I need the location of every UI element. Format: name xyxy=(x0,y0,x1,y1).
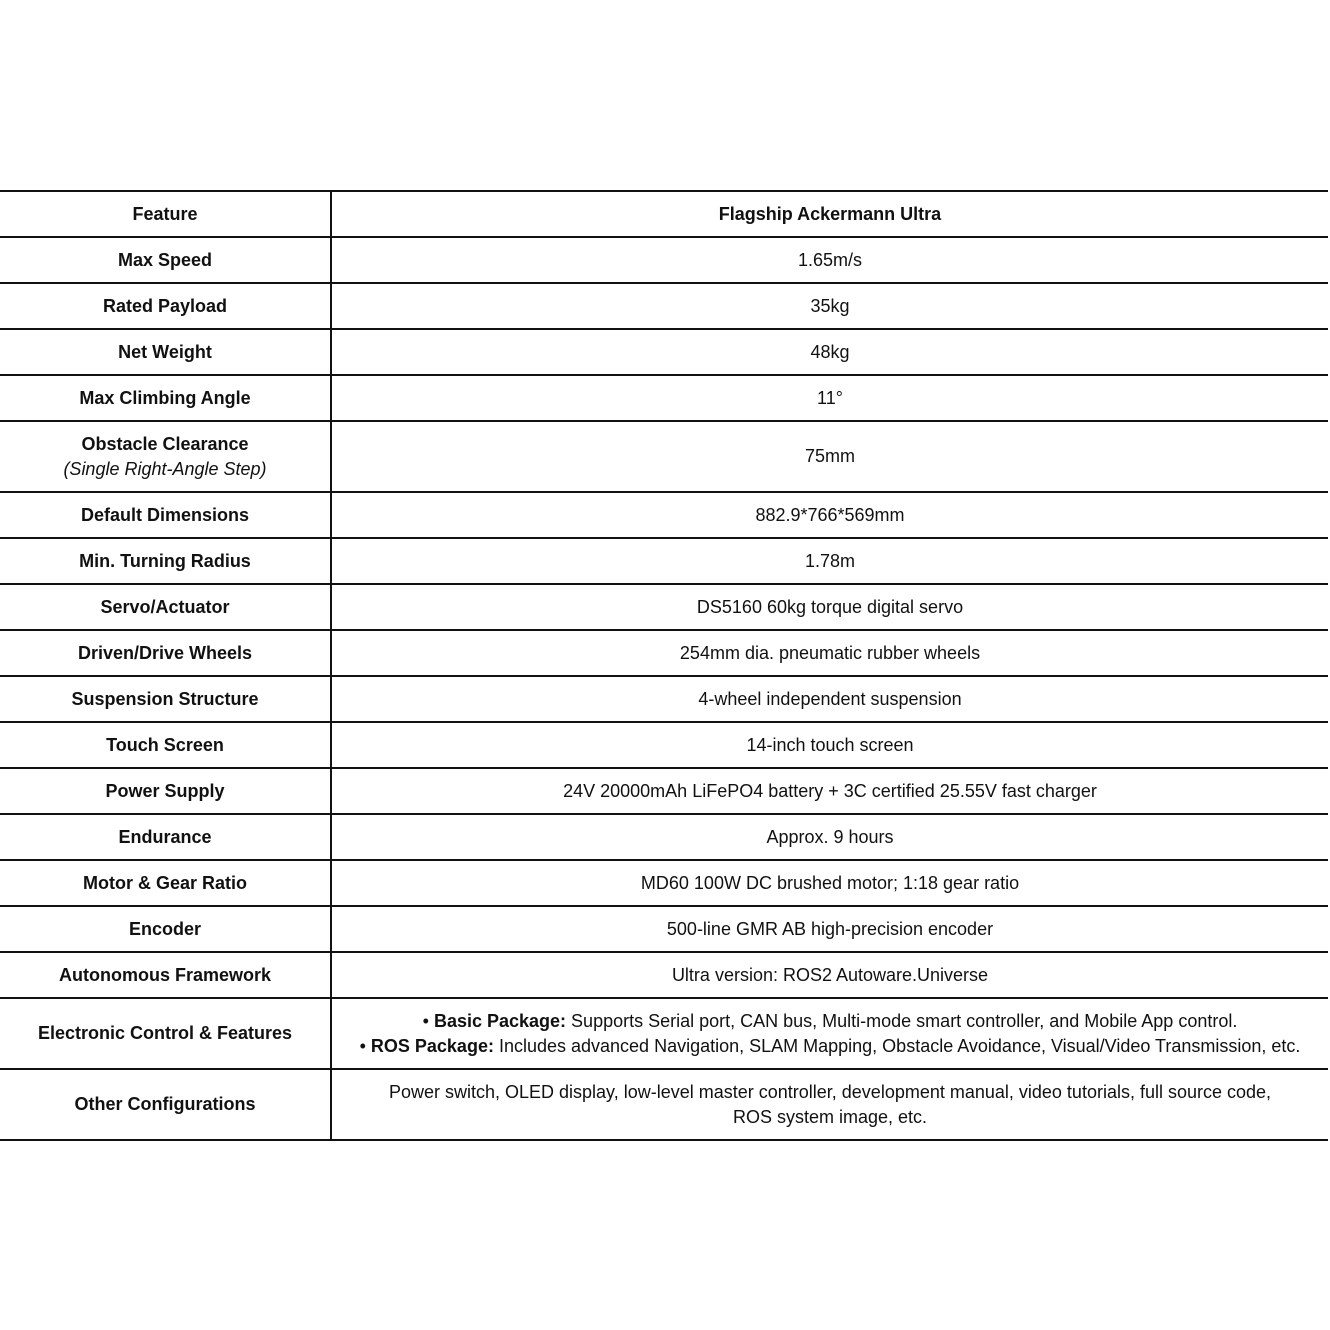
value-cell: 48kg xyxy=(331,329,1328,375)
config-line: ROS system image, etc. xyxy=(732,1106,928,1127)
value-cell: 254mm dia. pneumatic rubber wheels xyxy=(331,630,1328,676)
value-cell: 500-line GMR AB high-precision encoder xyxy=(331,906,1328,952)
feature-cell: Power Supply xyxy=(0,768,331,814)
feature-cell: Endurance xyxy=(0,814,331,860)
table-row xyxy=(0,768,1328,814)
table-row xyxy=(0,237,1328,283)
package-line xyxy=(338,1009,1322,1034)
value-cell: 14-inch touch screen xyxy=(331,722,1328,768)
table-row xyxy=(0,329,1328,375)
header-row xyxy=(0,191,1328,237)
feature-cell: Driven/Drive Wheels xyxy=(0,630,331,676)
table-row xyxy=(0,998,1328,1069)
spec-table xyxy=(0,190,1328,1141)
feature-cell: Electronic Control & Features xyxy=(0,998,331,1069)
table-row xyxy=(0,906,1328,952)
feature-cell: Encoder xyxy=(0,906,331,952)
value-cell: 1.78m xyxy=(331,538,1328,584)
value-cell: Approx. 9 hours xyxy=(331,814,1328,860)
feature-cell: Servo/Actuator xyxy=(0,584,331,630)
table-row xyxy=(0,814,1328,860)
bullet-icon: • xyxy=(422,1010,434,1031)
feature-cell: Min. Turning Radius xyxy=(0,538,331,584)
model-header: Flagship Ackermann Ultra xyxy=(331,191,1328,237)
value-cell xyxy=(331,1069,1328,1140)
table-row xyxy=(0,630,1328,676)
feature-cell: Net Weight xyxy=(0,329,331,375)
table-row xyxy=(0,492,1328,538)
value-cell: Ultra version: ROS2 Autoware.Universe xyxy=(331,952,1328,998)
package-text: Supports Serial port, CAN bus, Multi-mode smart controller, and Mobile App control. xyxy=(566,1010,1238,1031)
config-line: Power switch, OLED display, low-level master controller, development manual, video tutorials, full source code, xyxy=(388,1081,1272,1102)
package-label: Basic Package: xyxy=(433,1010,567,1031)
table-row xyxy=(0,952,1328,998)
package-label: ROS Package: xyxy=(370,1035,494,1056)
value-cell: 75mm xyxy=(331,421,1328,492)
table-row xyxy=(0,584,1328,630)
feature-label: Obstacle Clearance xyxy=(81,433,249,454)
table-row xyxy=(0,421,1328,492)
table-row xyxy=(0,860,1328,906)
value-cell: 4-wheel independent suspension xyxy=(331,676,1328,722)
value-cell: 1.65m/s xyxy=(331,237,1328,283)
value-cell: 11° xyxy=(331,375,1328,421)
package-text: Includes advanced Navigation, SLAM Mapping, Obstacle Avoidance, Visual/Video Transmission, etc. xyxy=(493,1035,1301,1056)
value-cell: 882.9*766*569mm xyxy=(331,492,1328,538)
feature-cell: Suspension Structure xyxy=(0,676,331,722)
feature-header: Feature xyxy=(0,191,331,237)
feature-cell: Max Climbing Angle xyxy=(0,375,331,421)
feature-note: (Single Right-Angle Step) xyxy=(63,458,267,479)
feature-cell: Other Configurations xyxy=(0,1069,331,1140)
table-row xyxy=(0,722,1328,768)
feature-cell xyxy=(0,421,331,492)
package-line xyxy=(338,1034,1322,1059)
value-cell: DS5160 60kg torque digital servo xyxy=(331,584,1328,630)
table-row xyxy=(0,375,1328,421)
table-row xyxy=(0,283,1328,329)
value-cell: MD60 100W DC brushed motor; 1:18 gear ratio xyxy=(331,860,1328,906)
value-cell: 35kg xyxy=(331,283,1328,329)
table-row xyxy=(0,676,1328,722)
feature-cell: Max Speed xyxy=(0,237,331,283)
table-row xyxy=(0,538,1328,584)
feature-cell: Rated Payload xyxy=(0,283,331,329)
table-row xyxy=(0,1069,1328,1140)
feature-cell: Autonomous Framework xyxy=(0,952,331,998)
value-cell: 24V 20000mAh LiFePO4 battery + 3C certified 25.55V fast charger xyxy=(331,768,1328,814)
feature-cell: Touch Screen xyxy=(0,722,331,768)
bullet-icon: • xyxy=(359,1035,371,1056)
feature-cell: Default Dimensions xyxy=(0,492,331,538)
feature-cell: Motor & Gear Ratio xyxy=(0,860,331,906)
value-cell xyxy=(331,998,1328,1069)
